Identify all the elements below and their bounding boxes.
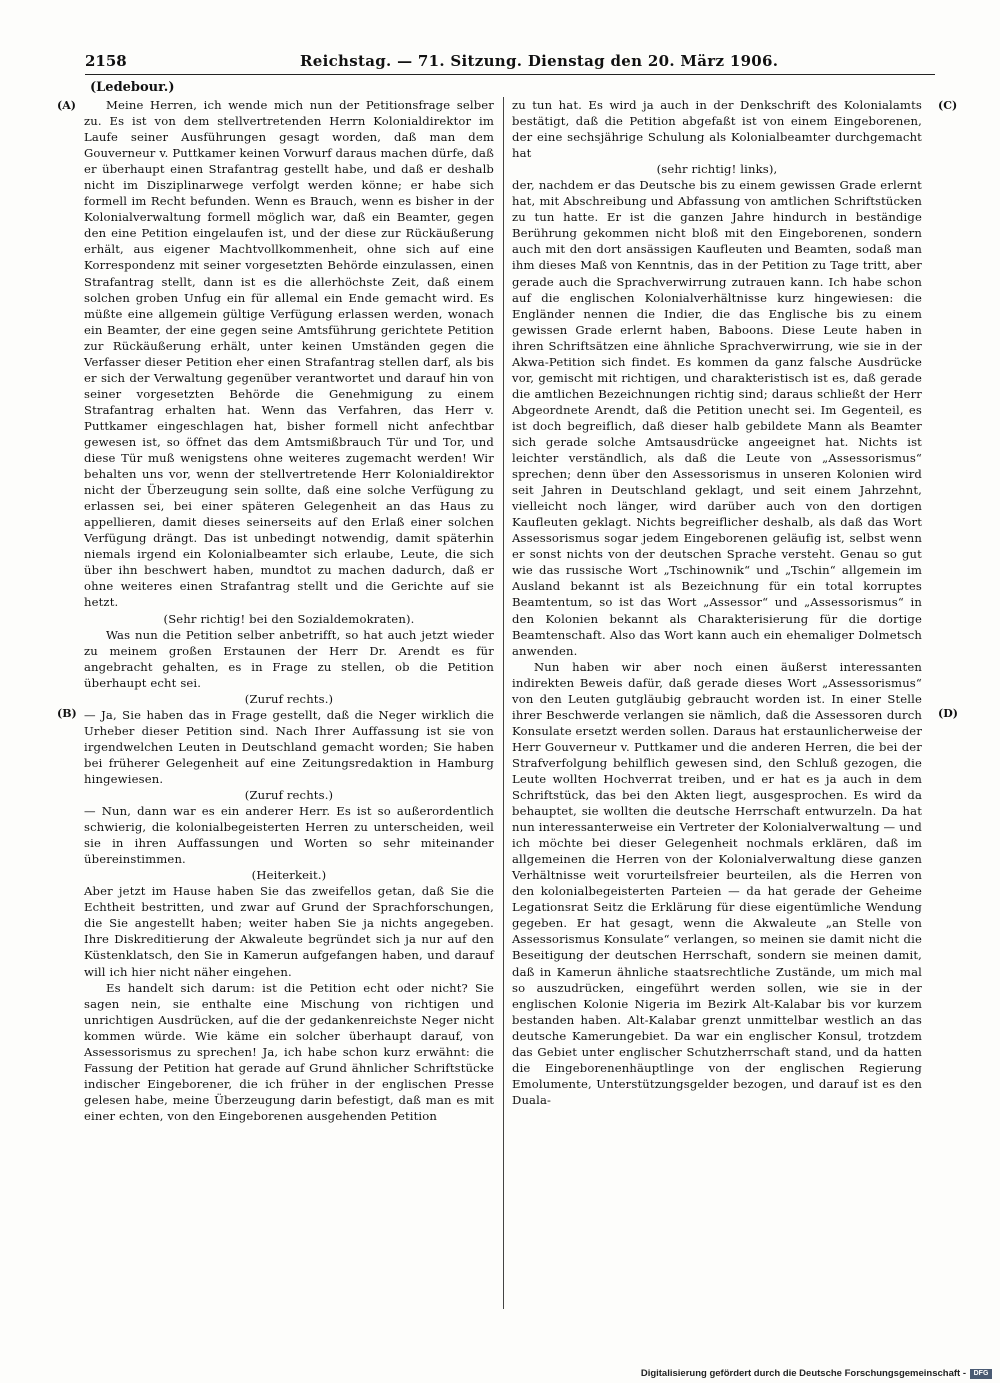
dfg-logo: DFG <box>970 1369 992 1379</box>
paragraph: Nun haben wir aber noch einen äußerst interessanten indirekten Beweis dafür, daß gerade dieses Wort „Assessorismus“ von den Leuten gutgläubig gebraucht worden ist. In einer Stelle ihrer Beschwerde verlangen sie nämlich, daß die Assessoren durch Konsulate ersetzt werden sollen. Daraus hat erstaunlicherweise der Herr Gouverneur v. Puttkamer und die anderen Herren, die bei der Strafverfolgung behilflich gewesen sind, den Schluß gezogen, die Leute wollten Hochverrat treiben, und er hat es ja auch in dem Schriftstück, das bei den Akten liegt, ausgesprochen. Es wird da behauptet, sie wollten die deutsche Herrschaft entwurzeln. Da hat nun interessanterweise ein Vertreter der Kolonialverwaltung — und ich möchte bei dieser Gelegenheit nochmals erklären, daß im allgemeinen die Herren von der Kolonialverwaltung diese ganzen Verhältnisse weit vorurteilsfreier beurteilen, als die Herren von den kolonialbegeisterten Parteien — da hat gerade der Geheime Legationsrat Seitz die Erklärung für diese eigentümliche Wendung gegeben. Er hat gesagt, wenn die Akwaleute „an Stelle von Assessorismus Konsulate“ verlangen, so meinen sie damit nicht die Beseitigung der deutschen Herrschaft, sondern sie meinen damit, daß in Kamerun ähnliche staatsrechtliche Zustände, um mich mal so auszudrücken, eingeführt werden sollen, wie sie in der englischen Kolonie Nigeria im Bezirk Alt-Kalabar bis vor kurzem bestanden haben. Alt-Kalabar grenzt unmittelbar westlich an das deutsche Kamerungebiet. Da war ein englischer Konsul, trotzdem das Gebiet unter englischer Schutzherrschaft stand, und da hatten die Eingeborenenhäuptlinge von der englischen Regierung Emolumente, Unterstützungsgelder bezogen, und darauf ist es den Duala- <box>512 659 923 1107</box>
margin-marker-a: (A) <box>57 99 76 112</box>
paragraph: — Nun, dann war es ein anderer Herr. Es ist so außerordentlich schwierig, die kolonialbegeisterten Herren zu unterscheiden, weil sie in ihren Auffassungen und Worten so sehr miteinander übereinstimmen. <box>84 804 494 867</box>
paragraph: Was nun die Petition selber anbetrifft, so hat auch jetzt wieder zu meinem großen Erstaunen der Herr Dr. Arendt es für angebracht gehalten, es in Frage zu stellen, ob die Petition überhaupt echt sei. <box>84 627 494 690</box>
footer <box>641 1368 992 1379</box>
speaker-label: (Ledebour.) <box>90 80 175 95</box>
paragraph: — Ja, Sie haben das in Frage gestellt, daß die Neger wirklich die Urheber dieser Petition sind. Nach Ihrer Auffassung ist sie von irgendwelchen Leuten in Deutschland gemacht worden; Sie haben bei früherer Gelegenheit auf eine Zeitungsredaktion in Hamburg hingewiesen. <box>84 707 494 786</box>
paragraph: Meine Herren, ich wende mich nun der Petitionsfrage selber zu. Es ist von dem stellvertretenden Herrn Kolonialdirektor im Laufe seiner Ausführungen gesagt worden, daß man dem Gouverneur v. Puttkamer keinen Vorwurf daraus machen dürfe, daß er überhaupt einen Strafantrag gestellt habe, und daß er deshalb nicht im Disziplinarwege verfolgt werden könne; er habe sich formell im Recht befunden. Wenn es Brauch, wenn es bisher in der Kolonialverwaltung formell möglich war, daß ein Beamter, gegen den eine Petition eingelaufen ist, und der diese zur Rückäußerung erhält, aus eigener Machtvollkommenheit, ohne sich auf eine Korrespondenz mit seiner vorgesetzten Behörde einzulassen, einen Strafantrag stellt, dann ist es die allerhöchste Zeit, daß einem solchen groben Unfug ein für allemal ein Ende gemacht wird. Es müßte eine allgemein gültige Verfügung erlassen werden, wonach ein Beamter, der eine gegen seine Amtsführung gerichtete Petition zur Rückäußerung erhält, unter keinen Umständen gegen die Verfasser dieser Petition eher einen Strafantrag stellen darf, als bis er sich der Verwaltung gegenüber verantwortet und darauf hin von seiner vorgesetzten Behörde die Genehmigung zu einem Strafantrag erhalten hat. Wenn das Verfahren, das Herr v. Puttkamer eingeschlagen hat, bisher formell nicht anfechtbar gewesen ist, so öffnet das dem Amtsmißbrauch Tür und Tor, und diese Tür muß wenigstens ohne weiteres zugemacht werden! Wir behalten uns vor, wenn der stellvertretende Herr Kolonialdirektor nicht der Überzeugung sein sollte, daß eine solche Verfügung zu erlassen sei, bei einer späteren Gelegenheit an das Haus zu appellieren, damit dieses seinerseits auf den Erlaß einer solchen Verfügung drängt. Das ist unbedingt notwendig, damit späterhin niemals irgend ein Kolonialbeamter sich erlaube, Leute, die sich über ihn beschwert haben, mundtot zu machen dadurch, daß er ohne weiteres einen Strafantrag stellt und die Gerichte auf sie hetzt. <box>84 98 494 610</box>
paragraph: zu tun hat. Es wird ja auch in der Denkschrift des Kolonialamts bestätigt, daß die Petition abgefaßt ist von einem Eingeborenen, der eine sechsjährige Schulung als Kolonialbeamter durchgemacht hat <box>512 98 922 161</box>
header-rule <box>85 74 935 75</box>
page-header <box>85 52 935 74</box>
paragraph: (sehr richtig! links), <box>656 162 778 177</box>
right-column <box>512 97 922 1108</box>
paragraph: (Sehr richtig! bei den Sozialdemokraten). <box>163 611 415 626</box>
paragraph: der, nachdem er das Deutsche bis zu einem gewissen Grade erlernt hat, mit Abschreibung und Abfassung von amtlichen Schriftstücken zu tun hatte. Er ist die ganzen Jahre hindurch in beständige Berührung gekommen nicht bloß mit den Eingeborenen, sondern auch mit den dort ansässigen Kaufleuten und Beamten, sodaß man ihm dieses Maß von Kenntnis, das in der Petition zu Tage tritt, aber gerade auch die Sprachverwirrung zutrauen kann. Ich habe schon auf die englischen Kolonialverhältnisse kurz hingewiesen: die Engländer nennen die Indier, die das Englische bis zu einem gewissen Grade erlernt haben, Baboons. Diese Leute haben in ihren Schriftsätzen eine ähnliche Sprachverwirrung, wie sie in der Akwa-Petition sich findet. Es kommen da ganz falsche Ausdrücke vor, gemischt mit richtigen, und charakteristisch ist es, daß gerade die amtlichen Bezeichnungen richtig sind; daraus schließt der Herr Abgeordnete Arendt, daß die Petition unecht sei. Im Gegenteil, es ist doch begreiflich, daß dieser halb gebildete Mann als Beamter sich gerade solche Amtsausdrücke angeeignet hat. Nichts ist leichter verständlich, als daß die Leute von „Assessorismus“ sprechen; denn über den Assessorismus in unseren Kolonien wird seit Jahren in Deutschland geklagt, und seit einem Jahrzehnt, vielleicht noch länger, wird darüber auch von den dortigen Kaufleuten geklagt. Nichts begreiflicher deshalb, als daß das Wort Assessorismus sogar jedem Eingeborenen geläufig ist, selbst wenn er sonst nichts von der deutschen Sprache versteht. Genau so gut wie das russische Wort „Tschinownik“ und „Tschin“ allgemein im Ausland bekannt ist als Bezeichnung für ein total korruptes Beamtentum, so ist das Wort „Assessor“ und „Assessorismus“ in den Kolonien bekannt als Charakterisierung für die dortige Beamtenschaft. Also das Wort kann auch ein ehemaliger Dolmetsch anwenden. <box>512 178 922 658</box>
paragraph: Aber jetzt im Hause haben Sie das zweifellos getan, daß Sie die Echtheit bestritten, und zwar auf Grund der Sprachforschungen, die Sie angestellt haben; weiter haben Sie ja nichts angegeben. Ihre Diskreditierung der Akwaleute begründet sich ja nur auf den Küstenklatsch, den Sie in Kamerun aufgefangen haben, und darauf will ich hier nicht näher eingehen. <box>84 884 494 979</box>
paragraph: (Heiterkeit.) <box>251 868 327 883</box>
margin-marker-c: (C) <box>938 99 958 112</box>
margin-marker-d: (D) <box>938 707 958 720</box>
left-column <box>84 97 494 1124</box>
footer-credit: Digitalisierung gefördert durch die Deutsche Forschungsgemeinschaft - <box>640 1368 966 1379</box>
running-title: Reichstag. — 71. Sitzung. Dienstag den 20. März 1906. <box>300 52 779 70</box>
paragraph: Es handelt sich darum: ist die Petition echt oder nicht? Sie sagen nein, sie enthalte eine Mischung von richtigen und unrichtigen Ausdrücken, auf die der gedankenreichste Neger nicht kommen würde. Wie käme ein solcher überhaupt darauf, von Assessorismus zu sprechen! Ja, ich habe schon kurz erwähnt: die Fassung der Petition hat gerade auf Grund ähnlicher Schriftstücke indischer Eingeborener, die ich früher in der englischen Presse gelesen habe, meine Überzeugung darin befestigt, daß man es mit einer echten, von den Eingeborenen ausgehenden Petition <box>84 980 494 1123</box>
margin-marker-b: (B) <box>57 707 77 720</box>
paragraph: (Zuruf rechts.) <box>244 691 334 706</box>
column-divider <box>503 97 504 1309</box>
paragraph: (Zuruf rechts.) <box>244 788 334 803</box>
page-number: 2158 <box>85 52 127 70</box>
